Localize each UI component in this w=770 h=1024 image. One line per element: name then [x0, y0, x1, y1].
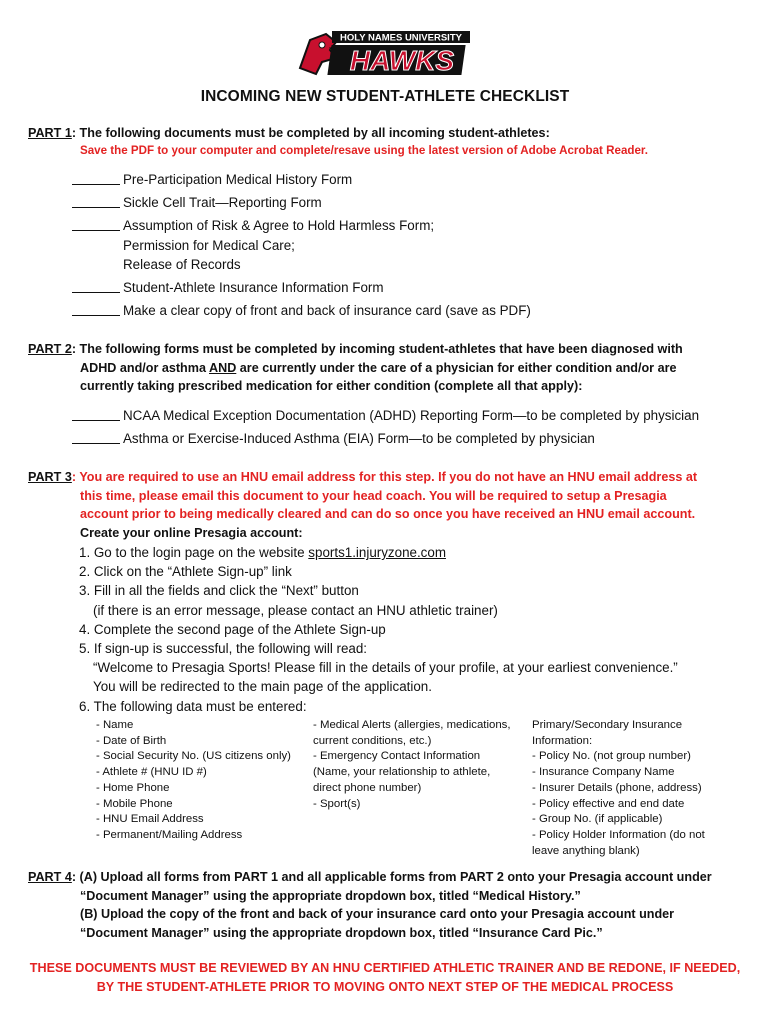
list-item: - Medical Alerts (allergies, medications,: [313, 719, 511, 731]
item-text: NCAA Medical Exception Documentation (ADHD) Reporting Form—to be completed by physician: [123, 408, 700, 423]
svg-text:HOLY NAMES UNIVERSITY: HOLY NAMES UNIVERSITY: [340, 32, 462, 44]
list-item: - Date of Birth: [96, 734, 167, 747]
item-text: Assumption of Risk & Agree to Hold Harmless Form;: [123, 218, 435, 234]
checkbox-blank[interactable]: [72, 406, 120, 421]
hawk-emblem-icon: [296, 28, 474, 78]
checklist-item[interactable]: [72, 429, 752, 448]
list-item: - Policy effective and end date: [532, 797, 685, 810]
list-item: - Emergency Contact Information: [313, 750, 481, 763]
final-notice: [0, 959, 770, 997]
list-item: - Permanent/Mailing Address: [96, 828, 243, 841]
list-item: - Home Phone: [96, 781, 170, 794]
item-text: Release of Records: [123, 256, 241, 272]
step-2: 2. Click on the “Athlete Sign-up” link: [79, 564, 292, 580]
part1-label: PART 1: [28, 126, 72, 140]
list-item: direct phone number): [313, 781, 422, 794]
part2-heading-text: currently taking prescribed medication for either condition (complete all that apply):: [80, 379, 583, 394]
part2-heading-text: are currently under the care of a physician for either condition and/or are: [236, 360, 677, 375]
part2-heading-text: ADHD and/or asthma: [80, 360, 209, 375]
list-item: leave anything blank): [532, 844, 640, 857]
checklist-item[interactable]: [72, 216, 752, 274]
part3-create-heading: Create your online Presagia account:: [80, 525, 303, 540]
list-item: current conditions, etc.): [313, 734, 432, 747]
step-4: 4. Complete the second page of the Athlete Sign-up: [79, 621, 386, 637]
part1-heading-text: : The following documents must be completed by all incoming student-athletes:: [71, 126, 550, 140]
step-3-note: (if there is an error message, please contact an HNU athletic trainer): [93, 602, 498, 618]
step-6: 6. The following data must be entered:: [79, 698, 307, 714]
list-item: - Mobile Phone: [96, 797, 173, 810]
data-column-insurance: [532, 718, 705, 859]
checkbox-blank[interactable]: [72, 193, 120, 208]
item-text: Permission for Medical Care;: [123, 237, 295, 253]
list-item: - Group No. (if applicable): [532, 813, 663, 826]
hnu-hawks-logo: [296, 28, 474, 78]
part2-heading-text: : The following forms must be completed by incoming student-athletes that have been diagnosed with: [71, 342, 683, 356]
part4-heading: [28, 868, 748, 942]
checklist-item[interactable]: [72, 193, 752, 212]
part3-warning: : You are required to use an HNU email address for this step. If you do not have an HNU email address at: [71, 470, 698, 484]
part3-heading: [28, 468, 748, 542]
part1-checklist: [72, 170, 752, 324]
final-notice-line: THESE DOCUMENTS MUST BE REVIEWED BY AN HNU CERTIFIED ATHLETIC TRAINER AND BE REDONE, IF NEEDED,: [29, 961, 741, 975]
checkbox-blank[interactable]: [72, 170, 120, 185]
list-item: (Name, your relationship to athlete,: [313, 766, 491, 779]
page-title: INCOMING NEW STUDENT-ATHLETE CHECKLIST: [200, 88, 570, 105]
checkbox-blank[interactable]: [72, 301, 120, 316]
website-link[interactable]: sports1.injuryzone.com: [308, 545, 446, 560]
item-text: Sickle Cell Trait—Reporting Form: [123, 195, 322, 211]
checklist-item[interactable]: [72, 278, 752, 297]
list-item: - Policy Holder Information (do not: [532, 828, 705, 841]
checklist-item[interactable]: [72, 170, 752, 189]
list-item: - Sport(s): [313, 797, 361, 810]
part1-note: Save the PDF to your computer and complete/resave using the latest version of Adobe Acrobat Reader.: [80, 144, 649, 157]
list-item: Information:: [532, 734, 593, 747]
step-1: [79, 543, 759, 562]
part4-text: (B) Upload the copy of the front and back of your insurance card onto your Presagia account under: [80, 907, 675, 922]
item-text: Make a clear copy of front and back of insurance card (save as PDF): [123, 303, 531, 319]
step-5: 5. If sign-up is successful, the following will read:: [79, 641, 368, 657]
part2-heading: [28, 340, 748, 396]
part4-label: PART 4: [28, 870, 72, 884]
checkbox-blank[interactable]: [72, 216, 120, 231]
part2-label: PART 2: [28, 342, 72, 356]
part1-heading: [28, 124, 748, 143]
step-5-note: You will be redirected to the main page of the application.: [93, 679, 432, 695]
svg-text:HAWKS: HAWKS: [349, 45, 455, 76]
final-notice-line: BY THE STUDENT-ATHLETE PRIOR TO MOVING ONTO NEXT STEP OF THE MEDICAL PROCESS: [96, 980, 674, 994]
checklist-item[interactable]: [72, 301, 752, 320]
step-5-quote: “Welcome to Presagia Sports! Please fill in the details of your profile, at your earliest convenience.”: [93, 660, 678, 676]
list-item: - HNU Email Address: [96, 813, 204, 826]
part4-text: “Document Manager” using the appropriate dropdown box, titled “Insurance Card Pic.”: [80, 925, 603, 940]
checklist-item[interactable]: [72, 406, 752, 425]
part2-and: AND: [209, 360, 237, 375]
checkbox-blank[interactable]: [72, 429, 120, 444]
item-text: Student-Athlete Insurance Information Form: [123, 280, 384, 296]
signup-steps: [79, 543, 759, 716]
list-item: - Athlete # (HNU ID #): [96, 766, 207, 779]
list-item: - Insurance Company Name: [532, 766, 675, 779]
data-column-medical: [313, 718, 511, 812]
part3-label: PART 3: [28, 470, 72, 484]
list-item: - Name: [96, 719, 134, 731]
item-text: Asthma or Exercise-Induced Asthma (EIA) Form—to be completed by physician: [123, 431, 595, 447]
list-item: - Policy No. (not group number): [532, 750, 691, 763]
data-column-personal: [96, 718, 291, 844]
part3-warning: account prior to being medically cleared and can do so once you have received an HNU email account.: [80, 507, 696, 522]
checkbox-blank[interactable]: [72, 278, 120, 293]
step-text: 1. Go to the login page on the website: [79, 545, 309, 560]
list-item: Primary/Secondary Insurance: [532, 719, 683, 731]
item-text: Pre-Participation Medical History Form: [123, 172, 353, 187]
part4-text: “Document Manager” using the appropriate dropdown box, titled “Medical History.”: [80, 888, 581, 903]
step-3: 3. Fill in all the fields and click the “Next” button: [79, 583, 359, 599]
part2-checklist: [72, 406, 752, 452]
part4-text: : (A) Upload all forms from PART 1 and all applicable forms from PART 2 onto your Presagia account under: [71, 870, 712, 884]
list-item: - Insurer Details (phone, address): [532, 781, 702, 794]
list-item: - Social Security No. (US citizens only): [96, 750, 291, 763]
part3-warning: this time, please email this document to your head coach. You will be required to setup a Presagia: [80, 488, 667, 503]
